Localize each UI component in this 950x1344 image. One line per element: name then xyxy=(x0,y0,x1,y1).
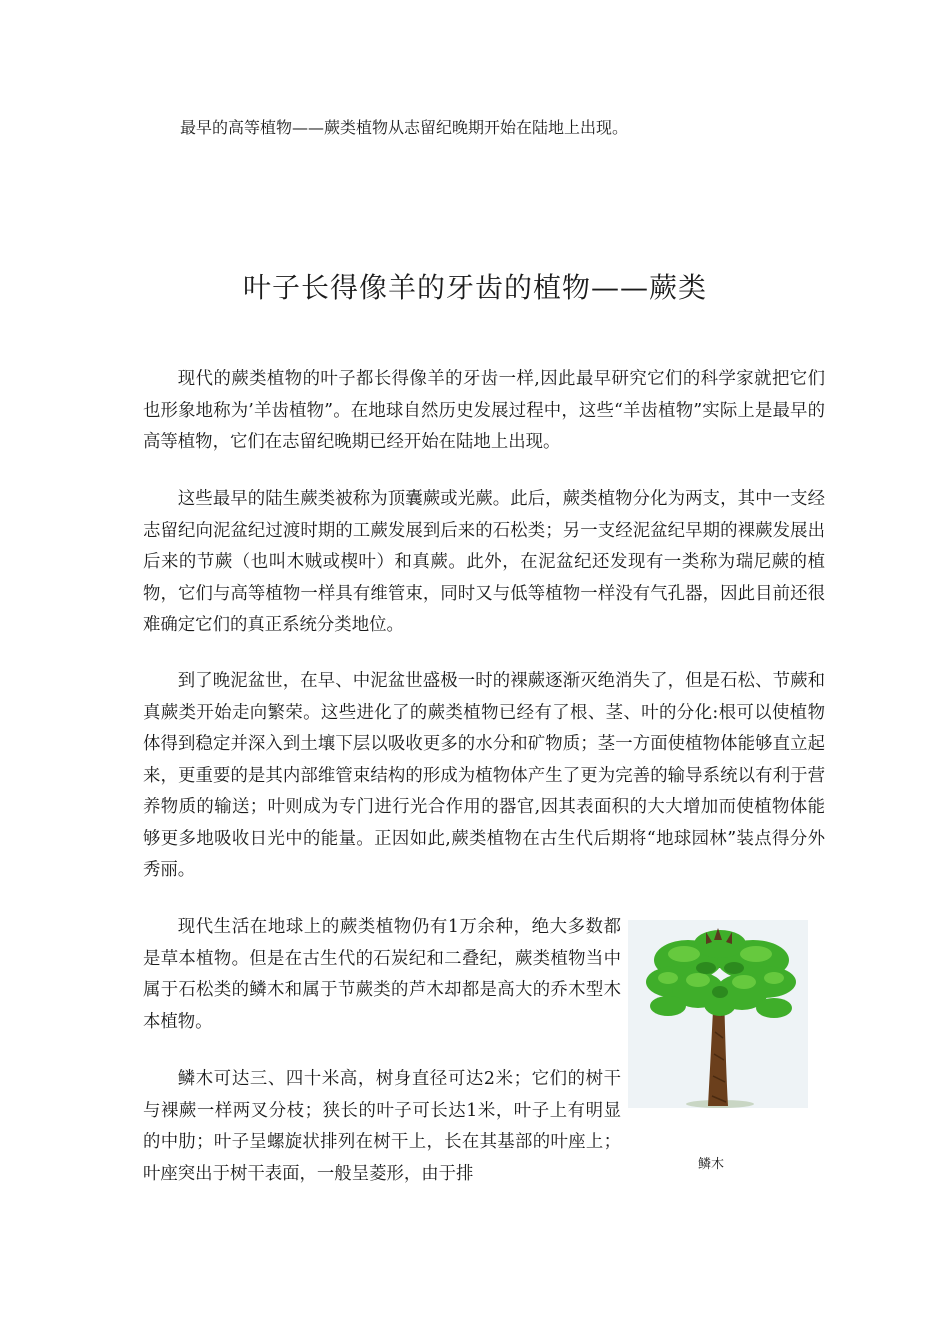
lepidodendron-illustration xyxy=(628,920,808,1108)
paragraph-5: 鳞木可达三、四十米高，树身直径可达2米；它们的树干与裸蕨一样两叉分枝；狭长的叶子可长达1米，叶子上有明显的中肋；叶子呈螺旋状排列在树干上，长在其基部的叶座上；叶座突出于树干表面，一般呈菱形，由于排 xyxy=(143,1069,621,1184)
intro-line: 最早的高等植物——蕨类植物从志留纪晚期开始在陆地上出现。 xyxy=(180,118,629,137)
paragraph-1: 现代的蕨类植物的叶子都长得像羊的牙齿一样,因此最早研究它们的科学家就把它们也形象地称为’羊齿植物”。在地球自然历史发展过程中，这些“羊齿植物”实际上是最早的高等植物，它们在志留纪晚期已经开始在陆地上出现。 xyxy=(143,369,825,452)
page-title: 叶子长得像羊的牙齿的植物——蕨类 xyxy=(242,271,707,304)
figure-caption: 鳞木 xyxy=(698,1157,725,1172)
paragraph-4: 现代生活在地球上的蕨类植物仍有1万余种，绝大多数都是草本植物。但是在古生代的石炭纪和二叠纪，蕨类植物当中属于石松类的鳞木和属于节蕨类的芦木却都是高大的乔木型木本植物。 xyxy=(143,917,621,1032)
paragraph-2: 这些最早的陆生蕨类被称为顶囊蕨或光蕨。此后，蕨类植物分化为两支，其中一支经志留纪向泥盆纪过渡时期的工蕨发展到后来的石松类；另一支经泥盆纪早期的裸蕨发展出后来的节蕨（也叫木贼或楔叶）和真蕨。此外，在泥盆纪还发现有一类称为瑞尼蕨的植物，它们与高等植物一样具有维管束，同时又与低等植物一样没有气孔器，因此目前还很难确定它们的真正系统分类地位。 xyxy=(143,489,825,635)
paragraph-3: 到了晚泥盆世，在早、中泥盆世盛极一时的裸蕨逐渐灭绝消失了，但是石松、节蕨和真蕨类开始走向繁荣。这些进化了的蕨类植物已经有了根、茎、叶的分化:根可以使植物体得到稳定并深入到土壤下层以吸收更多的水分和矿物质；茎一方面使植物体能够直立起来，更重要的是其内部维管束结构的形成为植物体产生了更为完善的输导系统以有利于营养物质的输送；叶则成为专门进行光合作用的器官,因其表面积的大大增加而使植物体能够更多地吸收日光中的能量。正因如此,蕨类植物在古生代后期将“地球园林”装点得分外秀丽。 xyxy=(143,671,825,880)
